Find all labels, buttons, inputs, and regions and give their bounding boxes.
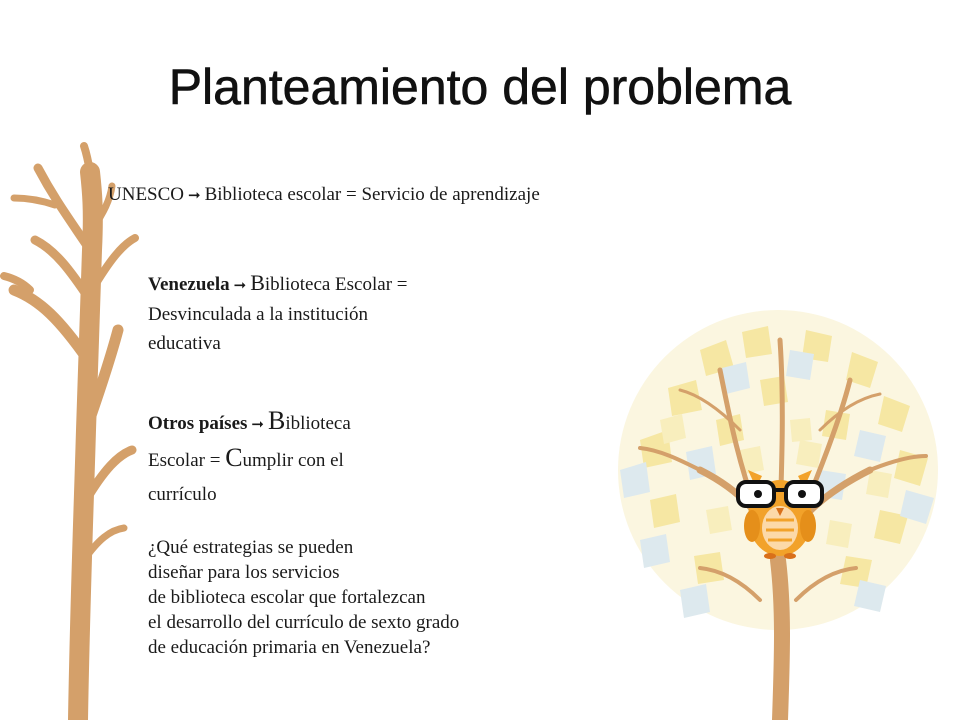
venezuela-text-line2: Desvinculada a la institución xyxy=(148,304,369,325)
otros-text-line1: iblioteca xyxy=(285,413,351,434)
arrow-right-icon: ➞ xyxy=(251,415,264,433)
research-question xyxy=(148,535,568,660)
unesco-text: Biblioteca escolar = Servicio de aprendizaje xyxy=(204,184,540,205)
question-line: diseñar para los servicios xyxy=(148,562,340,583)
otros-text-line2b: umplir con el xyxy=(242,450,344,471)
venezuela-text-line3: educativa xyxy=(148,333,221,354)
venezuela-initial: B xyxy=(250,270,265,295)
otros-label: Otros países xyxy=(148,413,248,434)
otros-block xyxy=(148,404,468,512)
question-line: ¿Qué estrategias se pueden xyxy=(148,537,354,558)
otros-initial-2: C xyxy=(225,443,243,472)
otros-text-line2a: Escolar = xyxy=(148,450,226,471)
unesco-line xyxy=(108,184,540,206)
question-line: de educación primaria en Venezuela? xyxy=(148,637,431,658)
venezuela-block xyxy=(148,268,518,358)
otros-text-line3: currículo xyxy=(148,484,217,505)
question-line: de biblioteca escolar que fortalezcan xyxy=(148,587,426,608)
venezuela-label: Venezuela xyxy=(148,274,230,295)
question-line: el desarrollo del currículo de sexto grado xyxy=(148,612,460,633)
otros-initial: B xyxy=(268,406,286,435)
arrow-right-icon: ➞ xyxy=(188,186,201,204)
unesco-label: UNESCO xyxy=(108,184,185,205)
page-title: Planteamiento del problema xyxy=(168,59,792,115)
venezuela-text-line1: iblioteca Escolar = xyxy=(264,274,408,295)
arrow-right-icon: ➞ xyxy=(233,276,247,294)
